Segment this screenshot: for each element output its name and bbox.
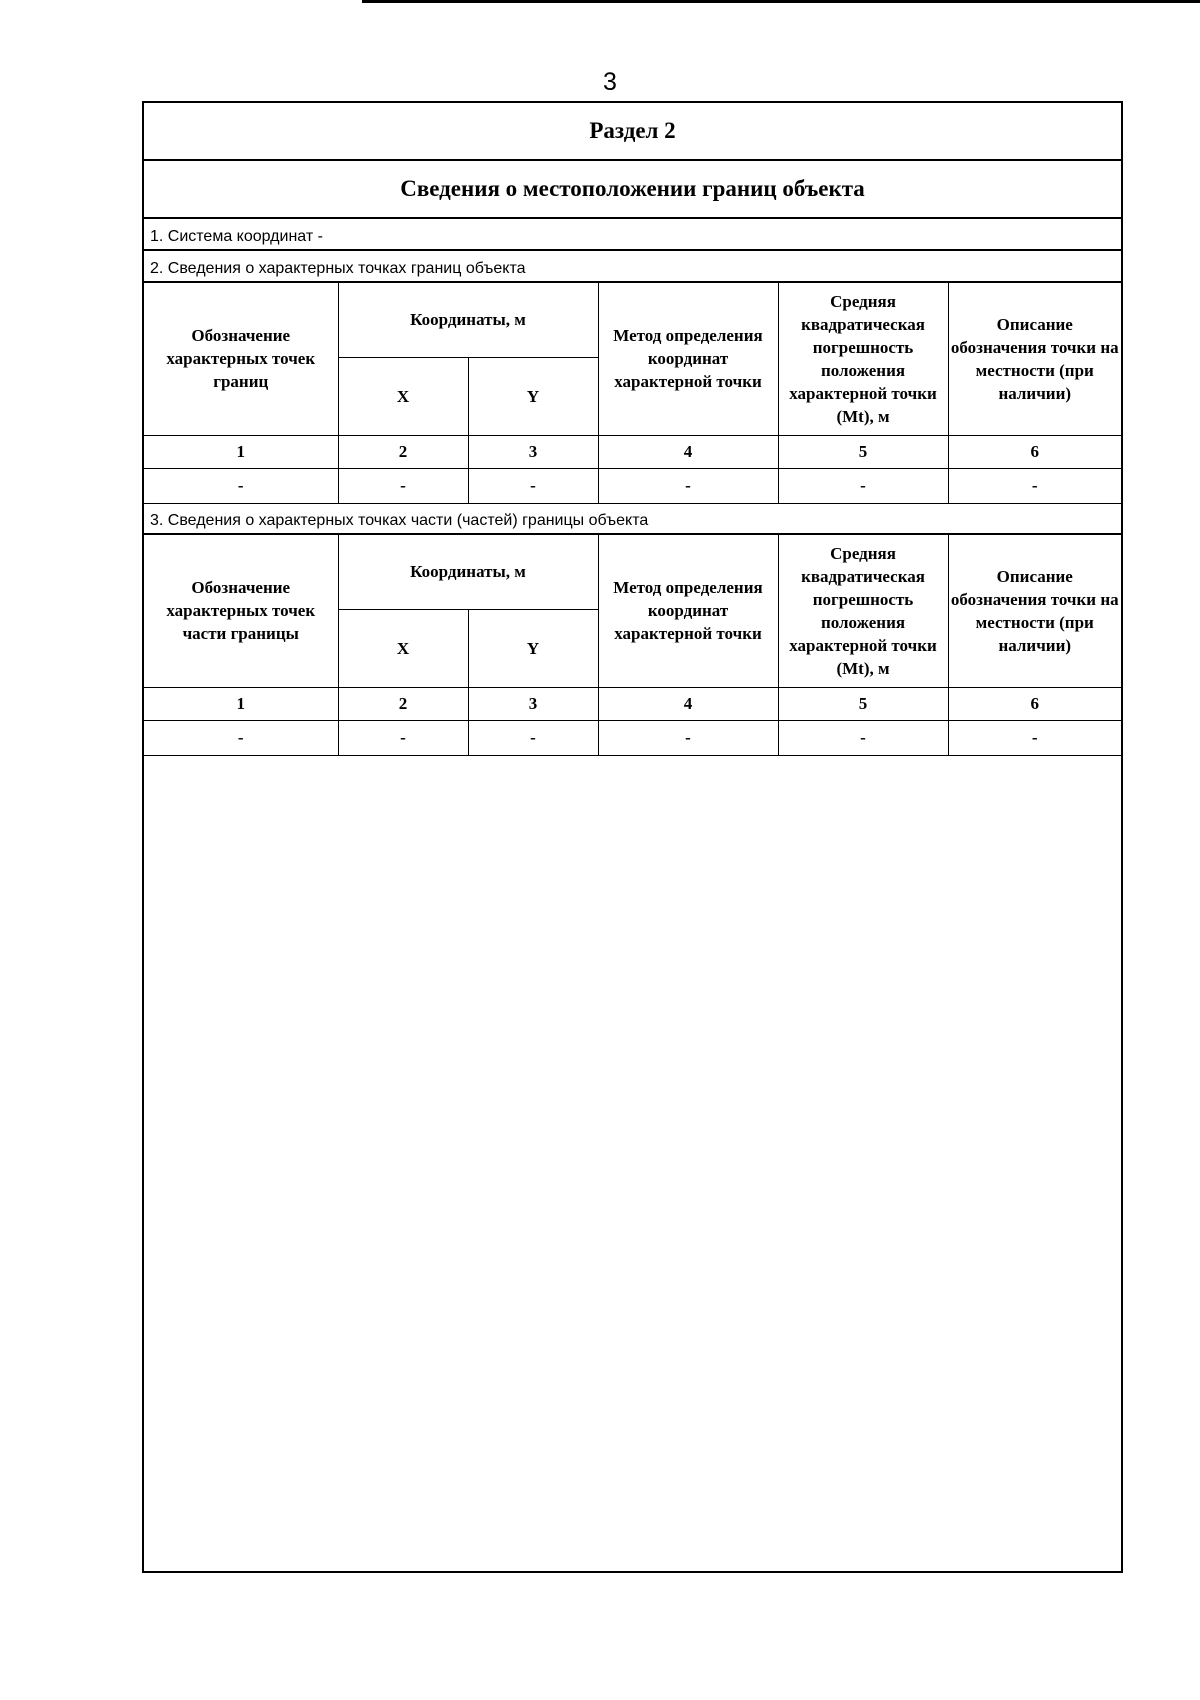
table-row — [144, 720, 1121, 755]
table-cell: - — [144, 468, 338, 503]
header-y: Y — [468, 357, 598, 435]
table-cell: - — [778, 720, 948, 755]
header-description: Описание обозначения точки на местности (при наличии) — [948, 283, 1121, 435]
column-number-row — [144, 435, 1121, 468]
table-cell: - — [778, 468, 948, 503]
column-number: 6 — [948, 687, 1121, 720]
header-error: Средняя квадратическая погрешность положения характерной точки (Mt), м — [778, 283, 948, 435]
header-error: Средняя квадратическая погрешность положения характерной точки (Mt), м — [778, 535, 948, 687]
table-cell: - — [598, 468, 778, 503]
coordinate-system-line: 1. Система координат - — [144, 219, 1121, 251]
section-subtitle: Сведения о местоположении границ объекта — [144, 161, 1121, 219]
table-cell: - — [338, 720, 468, 755]
column-number: 2 — [338, 435, 468, 468]
column-number: 5 — [778, 435, 948, 468]
header-coordinates: Координаты, м — [338, 535, 598, 609]
column-number: 1 — [144, 435, 338, 468]
header-y: Y — [468, 609, 598, 687]
column-number: 3 — [468, 435, 598, 468]
form-frame — [142, 101, 1123, 1573]
column-number: 4 — [598, 687, 778, 720]
column-number: 6 — [948, 435, 1121, 468]
table-cell: - — [468, 720, 598, 755]
column-number: 5 — [778, 687, 948, 720]
header-designation: Обозначение характерных точек границ — [144, 283, 338, 435]
section-title: Раздел 2 — [144, 103, 1121, 161]
column-number: 3 — [468, 687, 598, 720]
page-number: 3 — [603, 68, 617, 96]
table-row — [144, 468, 1121, 503]
header-method: Метод определения координат характерной точки — [598, 283, 778, 435]
column-number: 1 — [144, 687, 338, 720]
header-x: X — [338, 609, 468, 687]
column-number: 4 — [598, 435, 778, 468]
part-boundary-points-caption: 3. Сведения о характерных точках части (частей) границы объекта — [144, 503, 1121, 535]
boundary-points-table — [144, 283, 1121, 504]
table-cell: - — [468, 468, 598, 503]
boundary-points-caption: 2. Сведения о характерных точках границ объекта — [144, 251, 1121, 283]
header-coordinates: Координаты, м — [338, 283, 598, 357]
table-cell: - — [948, 468, 1121, 503]
header-designation: Обозначение характерных точек части границы — [144, 535, 338, 687]
top-edge-rule — [362, 0, 1200, 3]
header-description: Описание обозначения точки на местности (при наличии) — [948, 535, 1121, 687]
column-number: 2 — [338, 687, 468, 720]
table-cell: - — [144, 720, 338, 755]
header-x: X — [338, 357, 468, 435]
part-boundary-points-table — [144, 535, 1121, 756]
table-cell: - — [948, 720, 1121, 755]
table-cell: - — [338, 468, 468, 503]
column-number-row — [144, 687, 1121, 720]
header-method: Метод определения координат характерной точки — [598, 535, 778, 687]
table-cell: - — [598, 720, 778, 755]
